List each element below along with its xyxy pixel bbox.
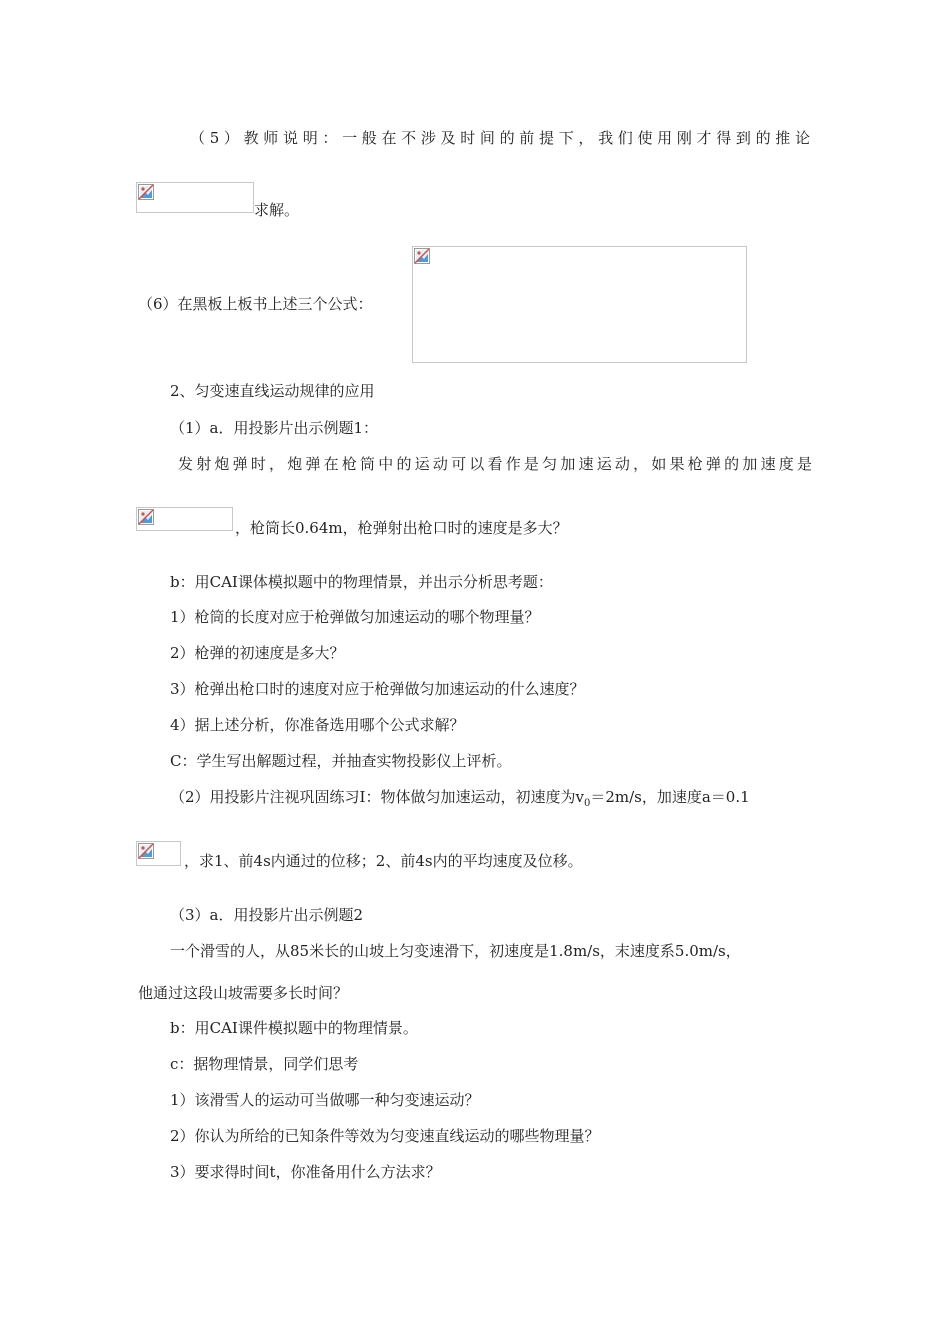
practice-prefix: （2）用投影片注视巩固练习I：物体做匀加速运动，初速度为v bbox=[170, 788, 584, 806]
section-2-title: 2、匀变速直线运动规律的应用 bbox=[170, 382, 375, 400]
reflect-3: 3）要求得时间t，你准备用什么方法求？ bbox=[170, 1163, 441, 1181]
analysis-c2: c：据物理情景，同学们思考 bbox=[170, 1055, 359, 1073]
practice-line2: ，求1、前4s内通过的位移；2、前4s内的平均速度及位移。 bbox=[184, 852, 583, 870]
practice-subscript: 0 bbox=[583, 798, 591, 809]
question-1: 1）枪筒的长度对应于枪弹做匀加速运动的哪个物理量？ bbox=[170, 608, 540, 626]
example-1-line1: 发射炮弹时，炮弹在枪筒中的运动可以看作是匀加速运动，如果枪弹的加速度是 bbox=[178, 455, 812, 473]
paragraph-5-line1: （5）教师说明：一般在不涉及时间的前提下，我们使用刚才得到的推论 bbox=[190, 129, 810, 147]
broken-image-icon bbox=[138, 509, 154, 525]
paragraph-5-line2: 求解。 bbox=[254, 201, 300, 219]
practice-line1 bbox=[170, 787, 812, 814]
formula-image bbox=[136, 841, 181, 866]
practice-suffix: ＝2m/s，加速度a＝0.1 bbox=[590, 788, 750, 806]
example-1-line2: ，枪筒长0.64m，枪弹射出枪口时的速度是多大？ bbox=[235, 519, 568, 537]
example-1-intro: （1）a．用投影片出示例题1： bbox=[170, 419, 379, 437]
broken-image-icon bbox=[414, 248, 430, 264]
broken-image-icon bbox=[138, 184, 154, 200]
analysis-c: C：学生写出解题过程，并抽查实物投影仪上评析。 bbox=[170, 752, 512, 770]
analysis-b2: b：用CAI课件模拟题中的物理情景。 bbox=[170, 1019, 418, 1037]
question-3: 3）枪弹出枪口时的速度对应于枪弹做匀加速运动的什么速度？ bbox=[170, 680, 585, 698]
formula-image bbox=[136, 182, 254, 213]
formula-image bbox=[136, 507, 233, 531]
analysis-b: b：用CAI课体模拟题中的物理情景，并出示分析思考题： bbox=[170, 573, 553, 591]
reflect-1: 1）该滑雪人的运动可当做哪一种匀变速运动？ bbox=[170, 1091, 480, 1109]
reflect-2: 2）你认为所给的已知条件等效为匀变速直线运动的哪些物理量？ bbox=[170, 1127, 600, 1145]
example-2-line2: 他通过这段山坡需要多长时间？ bbox=[138, 984, 349, 1002]
example-2-line1: 一个滑雪的人，从85米长的山坡上匀变速滑下，初速度是1.8m/s，末速度系5.0m/s， bbox=[170, 942, 741, 960]
broken-image-icon bbox=[138, 843, 154, 859]
question-4: 4）据上述分析，你准备选用哪个公式求解？ bbox=[170, 716, 465, 734]
formula-image-large bbox=[412, 246, 747, 363]
paragraph-6: （6）在黑板上板书上述三个公式： bbox=[138, 295, 373, 313]
example-2-intro: （3）a．用投影片出示例题2 bbox=[170, 906, 364, 924]
question-2: 2）枪弹的初速度是多大？ bbox=[170, 644, 345, 662]
